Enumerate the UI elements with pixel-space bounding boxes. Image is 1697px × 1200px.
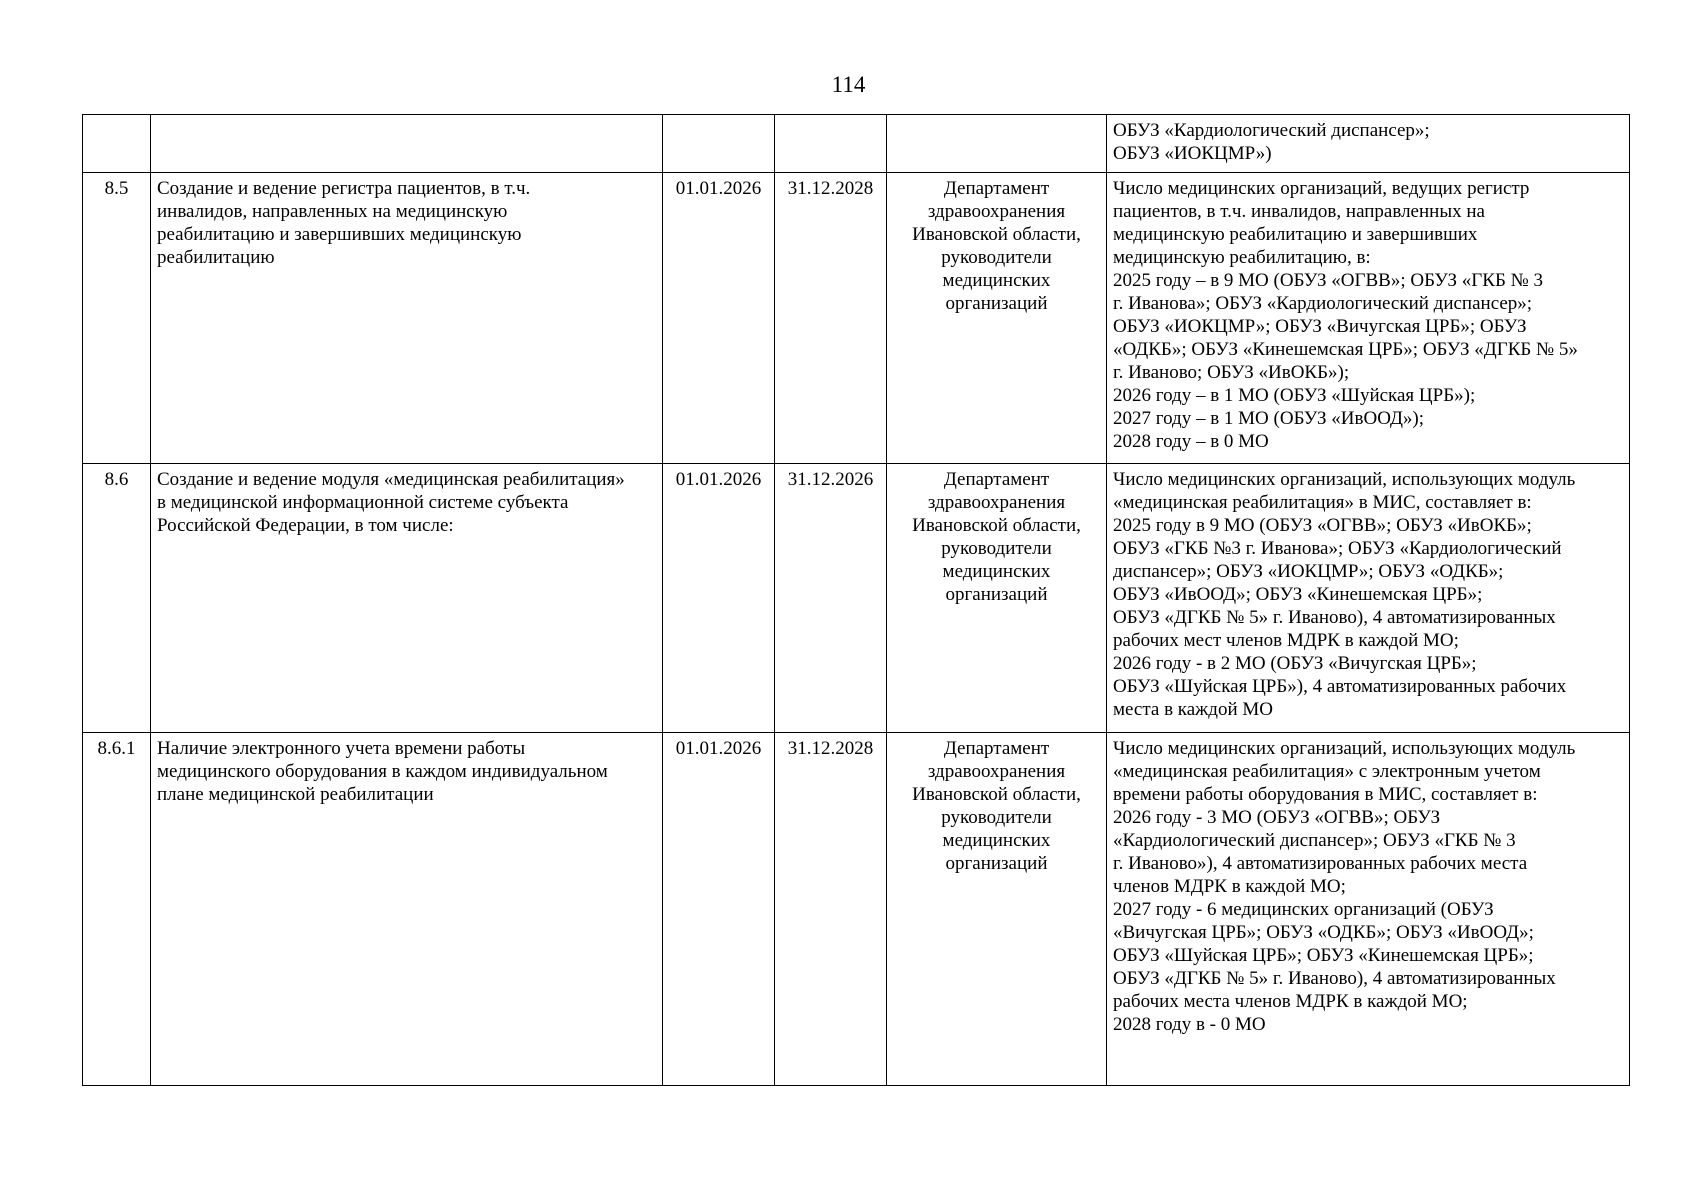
cell-start-date <box>663 115 775 173</box>
cell-end-date: 31.12.2028 <box>775 173 887 464</box>
cell-number: 8.5 <box>83 173 151 464</box>
cell-measure-name <box>151 115 663 173</box>
cell-start-date: 01.01.2026 <box>663 173 775 464</box>
cell-result: Число медицинских организаций, использующих модуль «медицинская реабилитация» в МИС, составляет в: 2025 году в 9 МО (ОБУЗ «ОГВВ»; ОБУЗ «ИвОКБ»; ОБУЗ «ГКБ №3 г. Иванова»; ОБУЗ «Кардиологический диспансер»; ОБУЗ «ИОКЦМР»; ОБУЗ «ОДКБ»; ОБУЗ «ИвООД»; ОБУЗ «Кинешемская ЦРБ»; ОБУЗ «ДГКБ № 5» г. Иваново), 4 автоматизированных рабочих мест членов МДРК в каждой МО; 2026 году - в 2 МО (ОБУЗ «Вичугская ЦРБ»; ОБУЗ «Шуйская ЦРБ»), 4 автоматизированных рабочих места в каждой МО <box>1107 464 1630 733</box>
cell-responsible: Департамент здравоохранения Ивановской области, руководители медицинских организаций <box>887 733 1107 1086</box>
cell-responsible: Департамент здравоохранения Ивановской области, руководители медицинских организаций <box>887 464 1107 733</box>
cell-end-date: 31.12.2026 <box>775 464 887 733</box>
table-row <box>83 733 1630 1086</box>
cell-start-date: 01.01.2026 <box>663 733 775 1086</box>
table-row <box>83 115 1630 173</box>
table-row <box>83 173 1630 464</box>
cell-measure-name: Создание и ведение регистра пациентов, в т.ч. инвалидов, направленных на медицинскую реабилитацию и завершивших медицинскую реабилитацию <box>151 173 663 464</box>
cell-result: ОБУЗ «Кардиологический диспансер»; ОБУЗ «ИОКЦМР») <box>1107 115 1630 173</box>
cell-number <box>83 115 151 173</box>
cell-end-date <box>775 115 887 173</box>
measures-table <box>82 114 1630 1086</box>
cell-responsible: Департамент здравоохранения Ивановской области, руководители медицинских организаций <box>887 173 1107 464</box>
cell-measure-name: Создание и ведение модуля «медицинская реабилитация» в медицинской информационной системе субъекта Российской Федерации, в том числе: <box>151 464 663 733</box>
cell-number: 8.6 <box>83 464 151 733</box>
cell-measure-name: Наличие электронного учета времени работы медицинского оборудования в каждом индивидуальном плане медицинской реабилитации <box>151 733 663 1086</box>
cell-result: Число медицинских организаций, использующих модуль «медицинская реабилитация» с электронным учетом времени работы оборудования в МИС, составляет в: 2026 году - 3 МО (ОБУЗ «ОГВВ»; ОБУЗ «Кардиологический диспансер»; ОБУЗ «ГКБ № 3 г. Иваново»), 4 автоматизированных рабочих места членов МДРК в каждой МО; 2027 году - 6 медицинских организаций (ОБУЗ «Вичугская ЦРБ»; ОБУЗ «ОДКБ»; ОБУЗ «ИвООД»; ОБУЗ «Шуйская ЦРБ»; ОБУЗ «Кинешемская ЦРБ»; ОБУЗ «ДГКБ № 5» г. Иваново), 4 автоматизированных рабочих места членов МДРК в каждой МО; 2028 году в - 0 МО <box>1107 733 1630 1086</box>
cell-result: Число медицинских организаций, ведущих регистр пациентов, в т.ч. инвалидов, направленных на медицинскую реабилитацию и завершивших медицинскую реабилитацию, в: 2025 году – в 9 МО (ОБУЗ «ОГВВ»; ОБУЗ «ГКБ № 3 г. Иванова»; ОБУЗ «Кардиологический диспансер»; ОБУЗ «ИОКЦМР»; ОБУЗ «Вичугская ЦРБ»; ОБУЗ «ОДКБ»; ОБУЗ «Кинешемская ЦРБ»; ОБУЗ «ДГКБ № 5» г. Иваново; ОБУЗ «ИвОКБ»); 2026 году – в 1 МО (ОБУЗ «Шуйская ЦРБ»); 2027 году – в 1 МО (ОБУЗ «ИвООД»); 2028 году – в 0 МО <box>1107 173 1630 464</box>
cell-end-date: 31.12.2028 <box>775 733 887 1086</box>
table-row <box>83 464 1630 733</box>
cell-number: 8.6.1 <box>83 733 151 1086</box>
cell-start-date: 01.01.2026 <box>663 464 775 733</box>
cell-responsible <box>887 115 1107 173</box>
page-number: 114 <box>831 72 866 97</box>
